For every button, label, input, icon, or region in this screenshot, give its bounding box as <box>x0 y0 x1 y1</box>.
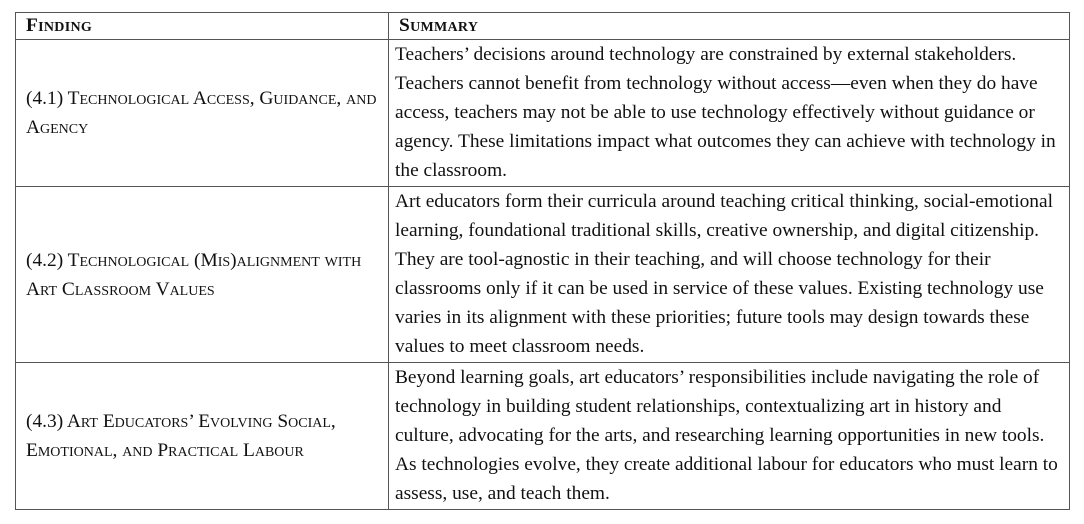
table-header-row <box>16 13 1070 40</box>
table-row <box>16 363 1070 510</box>
summary-cell: Art educators form their curricula around teaching critical thinking, social-emotional learning, foundational traditional skills, creative ownership, and digital citizenship. They are tool-agnostic in their teaching, and will choose technology for their classrooms only if it can be used in service of these values. Existing technology use varies in its alignment with these priorities; future tools may design towards these values to meet classroom needs. <box>389 187 1070 363</box>
finding-cell: (4.3) Art Educators’ Evolving Social, Emotional, and Practical Labour <box>16 363 389 510</box>
finding-cell: (4.2) Technological (Mis)alignment with Art Classroom Values <box>16 187 389 363</box>
finding-cell: (4.1) Technological Access, Guidance, and Agency <box>16 40 389 187</box>
summary-cell: Teachers’ decisions around technology are constrained by external stakeholders. Teachers cannot benefit from technology without access—even when they do have access, teachers may not be able to use technology effectively without guidance or agency. These limitations impact what outcomes they can achieve with technology in the classroom. <box>389 40 1070 187</box>
summary-cell: Beyond learning goals, art educators’ responsibilities include navigating the role of technology in building student relationships, contextualizing art in history and culture, advocating for the arts, and researching learning opportunities in new tools. As technologies evolve, they create additional labour for educators who must learn to assess, use, and teach them. <box>389 363 1070 510</box>
table-row <box>16 40 1070 187</box>
findings-table <box>15 12 1070 510</box>
header-summary: Summary <box>389 13 1070 40</box>
table-row <box>16 187 1070 363</box>
header-finding: Finding <box>16 13 389 40</box>
